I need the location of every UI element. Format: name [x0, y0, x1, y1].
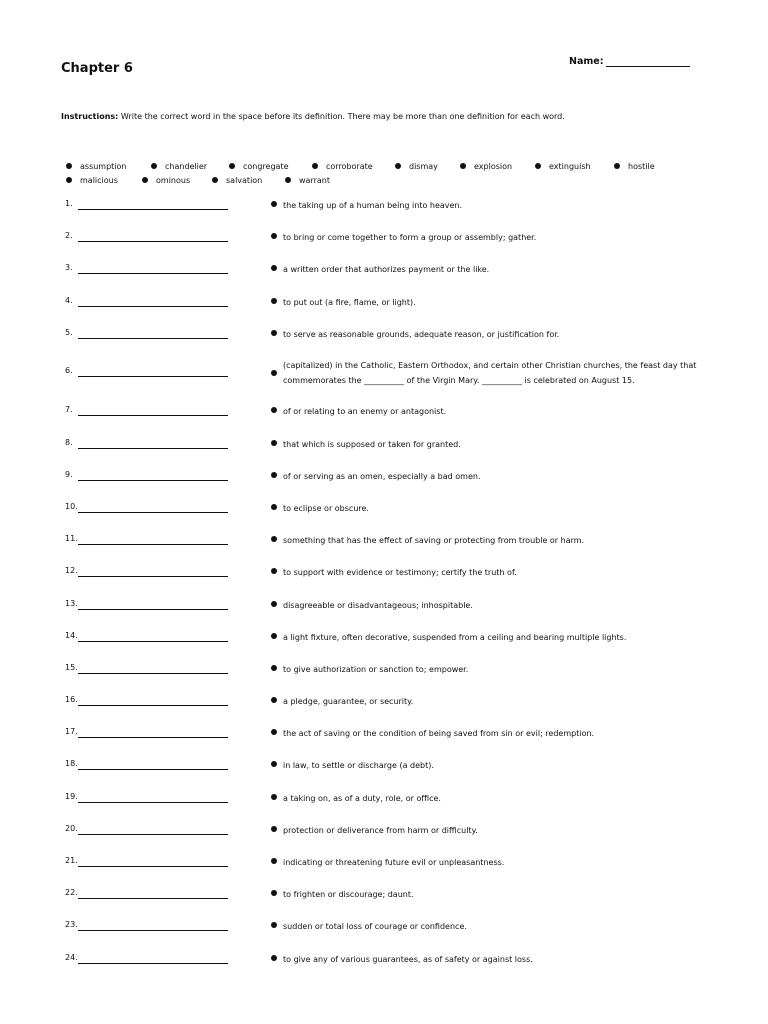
definition-text: the taking up of a human being into heaven.	[283, 201, 463, 210]
definition-text: that which is supposed or taken for granted.	[283, 440, 461, 449]
bullet-icon	[271, 794, 277, 800]
definition-text: in law, to settle or discharge (a debt).	[283, 761, 434, 770]
bullet-icon	[271, 370, 277, 376]
name-blank[interactable]	[606, 56, 690, 67]
definition-text: of or serving as an omen, especially a bad omen.	[283, 472, 481, 481]
definition-row	[0, 856, 768, 886]
word-bank-item	[312, 162, 373, 171]
item-number: 14.	[65, 631, 78, 640]
word-bank-item	[142, 176, 190, 185]
definition-text: to eclipse or obscure.	[283, 504, 369, 513]
definition-row	[0, 263, 768, 293]
answer-blank[interactable]	[78, 544, 228, 545]
instructions	[61, 112, 565, 121]
instructions-text: Write the correct word in the space before its definition. There may be more than one definition for each word.	[120, 112, 565, 121]
bullet-icon	[271, 407, 277, 413]
answer-blank[interactable]	[78, 376, 228, 377]
definition-row	[0, 599, 768, 629]
bullet-icon	[285, 177, 291, 183]
definition-text: (capitalized) in the Catholic, Eastern Orthodox, and certain other Christian churches, the feast day that commemorates the __________ of the Virgin Mary. __________ is celebrated on August 15.	[283, 361, 697, 385]
item-number: 2.	[65, 231, 73, 240]
word-bank-word: hostile	[628, 162, 655, 171]
instructions-label: Instructions:	[61, 112, 119, 121]
item-number: 15.	[65, 663, 78, 672]
definition-text: to frighten or discourage; daunt.	[283, 890, 414, 899]
definition-row	[0, 405, 768, 435]
definition-row	[0, 470, 768, 500]
word-bank-row-1	[66, 162, 706, 174]
bullet-icon	[271, 826, 277, 832]
bullet-icon	[271, 504, 277, 510]
definition-text: indicating or threatening future evil or unpleasantness.	[283, 858, 505, 867]
answer-blank[interactable]	[78, 306, 228, 307]
answer-blank[interactable]	[78, 480, 228, 481]
item-number: 10.	[65, 502, 78, 511]
bullet-icon	[271, 330, 277, 336]
bullet-icon	[271, 201, 277, 207]
word-bank-word: extinguish	[549, 162, 591, 171]
item-number: 17.	[65, 727, 78, 736]
bullet-icon	[271, 233, 277, 239]
word-bank-word: chandelier	[165, 162, 208, 171]
answer-blank[interactable]	[78, 930, 228, 931]
bullet-icon	[271, 665, 277, 671]
definition-row	[0, 663, 768, 693]
definition-text: to support with evidence or testimony; certify the truth of.	[283, 568, 517, 577]
definition-text: to serve as reasonable grounds, adequate reason, or justification for.	[283, 330, 560, 339]
item-number: 24.	[65, 953, 78, 962]
bullet-icon	[460, 163, 466, 169]
definition-row	[0, 231, 768, 261]
name-field	[569, 56, 690, 67]
word-bank-item	[66, 176, 118, 185]
definition-row	[0, 953, 768, 983]
item-number: 4.	[65, 296, 73, 305]
definition-text: a pledge, guarantee, or security.	[283, 697, 414, 706]
item-number: 3.	[65, 263, 73, 272]
answer-blank[interactable]	[78, 866, 228, 867]
item-number: 16.	[65, 695, 78, 704]
word-bank-item	[212, 176, 262, 185]
bullet-icon	[212, 177, 218, 183]
bullet-icon	[151, 163, 157, 169]
bullet-icon	[535, 163, 541, 169]
definition-row	[0, 824, 768, 854]
word-bank-word: ominous	[156, 176, 191, 185]
definition-row	[0, 361, 768, 396]
word-bank-word: congregate	[243, 162, 289, 171]
definition-row	[0, 888, 768, 918]
word-bank-word: malicious	[80, 176, 118, 185]
bullet-icon	[614, 163, 620, 169]
bullet-icon	[66, 177, 72, 183]
word-bank-word: assumption	[80, 162, 127, 171]
word-bank-item	[395, 162, 438, 171]
word-bank-word: corroborate	[326, 162, 373, 171]
definition-row	[0, 566, 768, 596]
bullet-icon	[271, 697, 277, 703]
answer-blank[interactable]	[78, 273, 228, 274]
answer-blank[interactable]	[78, 338, 228, 339]
word-bank-word: explosion	[474, 162, 513, 171]
answer-blank[interactable]	[78, 898, 228, 899]
item-number: 1.	[65, 199, 73, 208]
definition-row	[0, 792, 768, 822]
word-bank-word: salvation	[226, 176, 263, 185]
answer-blank[interactable]	[78, 241, 228, 242]
word-bank-item	[614, 162, 655, 171]
word-bank-word: warrant	[299, 176, 330, 185]
bullet-icon	[271, 761, 277, 767]
bullet-icon	[395, 163, 401, 169]
word-bank-item	[535, 162, 591, 171]
item-number: 22.	[65, 888, 78, 897]
word-bank-word: dismay	[409, 162, 438, 171]
bullet-icon	[271, 858, 277, 864]
definition-text: protection or deliverance from harm or difficulty.	[283, 826, 478, 835]
definition-text: a taking on, as of a duty, role, or office.	[283, 794, 441, 803]
bullet-icon	[312, 163, 318, 169]
bullet-icon	[66, 163, 72, 169]
bullet-icon	[271, 601, 277, 607]
bullet-icon	[271, 890, 277, 896]
definition-row	[0, 296, 768, 326]
definition-text: to give authorization or sanction to; empower.	[283, 665, 469, 674]
definition-text: to bring or come together to form a group or assembly; gather.	[283, 233, 537, 242]
bullet-icon	[142, 177, 148, 183]
item-number: 12.	[65, 566, 78, 575]
bullet-icon	[271, 922, 277, 928]
bullet-icon	[271, 472, 277, 478]
name-label: Name:	[569, 56, 604, 67]
answer-blank[interactable]	[78, 802, 228, 803]
bullet-icon	[229, 163, 235, 169]
definition-row	[0, 920, 768, 950]
item-number: 21.	[65, 856, 78, 865]
definition-row	[0, 502, 768, 532]
definition-row	[0, 328, 768, 358]
bullet-icon	[271, 633, 277, 639]
definition-text: of or relating to an enemy or antagonist.	[283, 407, 447, 416]
bullet-icon	[271, 265, 277, 271]
answer-blank[interactable]	[78, 209, 228, 210]
item-number: 19.	[65, 792, 78, 801]
definition-row	[0, 199, 768, 229]
definition-text: something that has the effect of saving or protecting from trouble or harm.	[283, 536, 585, 545]
bullet-icon	[271, 440, 277, 446]
item-number: 18.	[65, 759, 78, 768]
item-number: 13.	[65, 599, 78, 608]
definition-text: a light fixture, often decorative, suspended from a ceiling and bearing multiple lights.	[283, 633, 627, 642]
answer-blank[interactable]	[78, 737, 228, 738]
answer-blank[interactable]	[78, 769, 228, 770]
definition-text: to give any of various guarantees, as of safety or against loss.	[283, 955, 533, 964]
item-number: 11.	[65, 534, 78, 543]
definition-row	[0, 631, 768, 661]
item-number: 8.	[65, 438, 73, 447]
definition-text: sudden or total loss of courage or confidence.	[283, 922, 467, 931]
item-number: 9.	[65, 470, 73, 479]
page-title: Chapter 6	[61, 61, 133, 76]
word-bank-item	[285, 176, 330, 185]
word-bank-item	[66, 162, 127, 171]
item-number: 6.	[65, 366, 73, 375]
definition-row	[0, 759, 768, 789]
definition-text: disagreeable or disadvantageous; inhospitable.	[283, 601, 473, 610]
answer-blank[interactable]	[78, 609, 228, 610]
word-bank-item	[151, 162, 207, 171]
bullet-icon	[271, 729, 277, 735]
word-bank-item	[460, 162, 512, 171]
definition-text: a written order that authorizes payment or the like.	[283, 265, 490, 274]
definition-row	[0, 438, 768, 468]
item-number: 7.	[65, 405, 73, 414]
answer-blank[interactable]	[78, 641, 228, 642]
answer-blank[interactable]	[78, 415, 228, 416]
bullet-icon	[271, 955, 277, 961]
definition-row	[0, 727, 768, 757]
word-bank-row-2	[66, 176, 706, 188]
answer-blank[interactable]	[78, 673, 228, 674]
item-number: 5.	[65, 328, 73, 337]
item-number: 23.	[65, 920, 78, 929]
definition-text: to put out (a fire, flame, or light).	[283, 298, 416, 307]
answer-blank[interactable]	[78, 705, 228, 706]
answer-blank[interactable]	[78, 963, 228, 964]
bullet-icon	[271, 298, 277, 304]
bullet-icon	[271, 536, 277, 542]
bullet-icon	[271, 568, 277, 574]
definition-text: the act of saving or the condition of being saved from sin or evil; redemption.	[283, 729, 595, 738]
item-number: 20.	[65, 824, 78, 833]
answer-blank[interactable]	[78, 834, 228, 835]
answer-blank[interactable]	[78, 576, 228, 577]
word-bank-item	[229, 162, 289, 171]
answer-blank[interactable]	[78, 448, 228, 449]
definition-row	[0, 695, 768, 725]
answer-blank[interactable]	[78, 512, 228, 513]
definition-row	[0, 534, 768, 564]
